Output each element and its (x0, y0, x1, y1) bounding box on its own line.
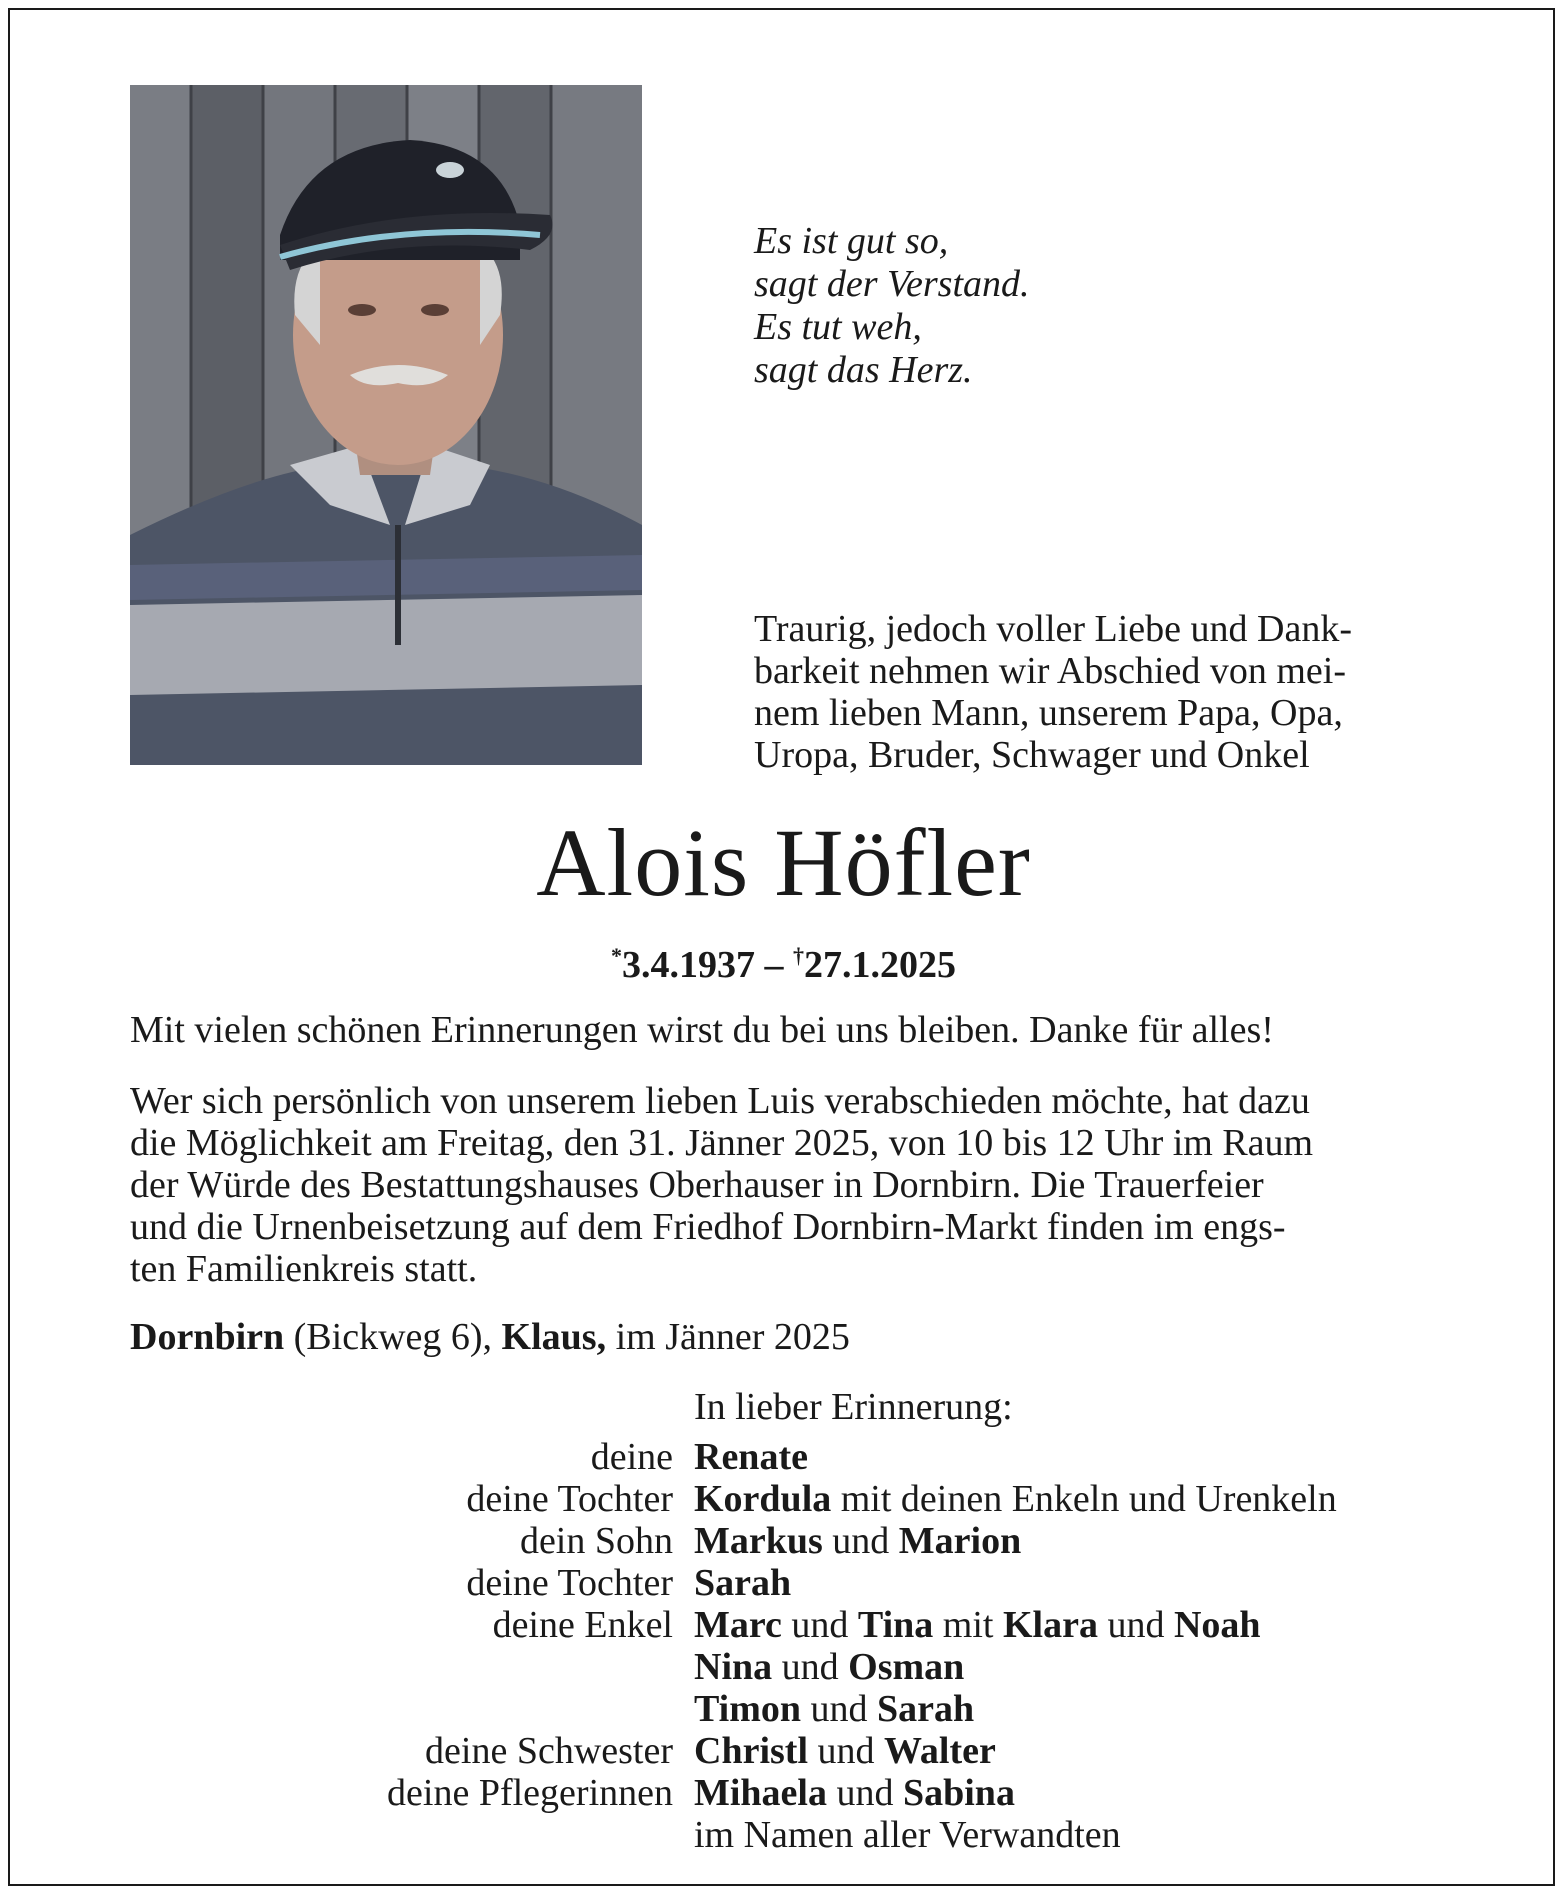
mourner-names (694, 1478, 1337, 1520)
poem-line: sagt das Herz. (754, 349, 973, 391)
mourner-name: Walter (884, 1730, 996, 1772)
mourner-role: deine Enkel (492, 1604, 673, 1646)
mourner-name: Marion (898, 1520, 1022, 1562)
intro-line: Uropa, Bruder, Schwager und Onkel (754, 734, 1310, 776)
poem (754, 220, 1030, 392)
mourner-row (0, 1730, 1567, 1772)
mourner-name: Christl (694, 1730, 808, 1772)
mourner-names (694, 1562, 791, 1604)
mourner-role: deine Tochter (466, 1562, 673, 1604)
mourner-name: Sarah (694, 1562, 792, 1604)
mourner-name: Osman (848, 1646, 965, 1688)
mourner-connector: mit deinen Enkeln und Urenkeln (831, 1478, 1337, 1520)
mourner-names (694, 1604, 1261, 1646)
intro-line: barkeit nehmen wir Abschied von mei- (754, 650, 1347, 692)
death-date: 27.1.2025 (804, 944, 956, 986)
place-address: (Bickweg 6), (284, 1316, 502, 1358)
mourner-row (0, 1436, 1567, 1478)
funeral-info-line: die Möglichkeit am Freitag, den 31. Jänner 2025, von 10 bis 12 Uhr im Raum (130, 1122, 1314, 1164)
mourner-connector: mit (933, 1604, 1003, 1646)
mourner-names (694, 1814, 1121, 1856)
mourner-name: Noah (1173, 1604, 1261, 1646)
mourner-connector: und (772, 1646, 849, 1688)
mourner-name: Tina (857, 1604, 934, 1646)
funeral-info-line: Wer sich persönlich von unserem lieben Luis verabschieden möchte, hat dazu (130, 1080, 1310, 1122)
mourner-connector: und (801, 1688, 878, 1730)
poem-line: Es ist gut so, (754, 220, 949, 262)
mourner-name: Marc (694, 1604, 782, 1646)
mourner-name: Nina (694, 1646, 773, 1688)
deceased-name: Alois Höfler (536, 809, 1031, 916)
mourner-name: Timon (694, 1688, 802, 1730)
mourner-names (694, 1520, 1021, 1562)
place-date-line (130, 1315, 850, 1359)
mourner-connector: und (822, 1520, 899, 1562)
poem-line: sagt der Verstand. (754, 263, 1030, 305)
funeral-info-line: der Würde des Bestattungshauses Oberhauser in Dornbirn. Die Trauerfeier (130, 1164, 1264, 1206)
mourner-name: Klara (1002, 1604, 1098, 1646)
mourner-role: dein Sohn (519, 1520, 673, 1562)
mourner-name: Sabina (902, 1772, 1015, 1814)
mourner-names (694, 1646, 964, 1688)
place-city-2: Klaus, (501, 1316, 607, 1358)
portrait-illustration (130, 85, 642, 765)
mourner-row (0, 1814, 1567, 1856)
mourner-connector: im Namen aller Verwandten (694, 1814, 1121, 1856)
funeral-info (130, 1080, 1313, 1290)
intro-paragraph (754, 608, 1352, 776)
mourner-role: deine (590, 1436, 673, 1478)
funeral-info-line: und die Urnenbeisetzung auf dem Friedhof Dornbirn-Markt finden im engs- (130, 1206, 1286, 1248)
mourner-row (0, 1646, 1567, 1688)
mourner-names (694, 1688, 974, 1730)
mourner-name: Kordula (694, 1478, 832, 1520)
mourner-row (0, 1478, 1567, 1520)
mourner-row (0, 1772, 1567, 1814)
mourner-row (0, 1688, 1567, 1730)
mourner-row (0, 1604, 1567, 1646)
portrait-photo (130, 85, 642, 765)
mourner-role: deine Tochter (466, 1478, 673, 1520)
place-city-1: Dornbirn (130, 1316, 285, 1358)
mourner-names (694, 1772, 1015, 1814)
date-separator: – (755, 944, 793, 986)
intro-line: nem lieben Mann, unserem Papa, Opa, (754, 692, 1343, 734)
mourner-name: Renate (694, 1436, 808, 1478)
birth-date: 3.4.1937 (622, 944, 755, 986)
mourner-role: deine Pflegerinnen (387, 1772, 673, 1814)
mourner-names (694, 1436, 808, 1478)
birth-symbol: * (611, 943, 622, 968)
mourner-connector: und (808, 1730, 884, 1772)
life-dates (0, 933, 1567, 988)
mourner-role: deine Schwester (425, 1730, 673, 1772)
mourner-row (0, 1562, 1567, 1604)
death-symbol: † (793, 943, 804, 968)
mourners-list (0, 1436, 1567, 1856)
mourner-name: Sarah (877, 1688, 975, 1730)
mourner-connector: und (826, 1772, 903, 1814)
mourner-connector: und (781, 1604, 858, 1646)
mourner-name: Markus (694, 1520, 823, 1562)
mourner-row (0, 1520, 1567, 1562)
memory-heading: In lieber Erinnerung: (694, 1386, 1013, 1428)
mourner-names (694, 1730, 996, 1772)
mourner-connector: und (1097, 1604, 1174, 1646)
place-date: im Jänner 2025 (606, 1316, 850, 1358)
thanks-line: Mit vielen schönen Erinnerungen wirst du bei uns bleiben. Danke für alles! (130, 1009, 1274, 1051)
poem-line: Es tut weh, (754, 306, 922, 348)
mourner-name: Mihaela (694, 1772, 827, 1814)
intro-line: Traurig, jedoch voller Liebe und Dank- (754, 608, 1352, 650)
funeral-info-line: ten Familienkreis statt. (130, 1248, 478, 1290)
